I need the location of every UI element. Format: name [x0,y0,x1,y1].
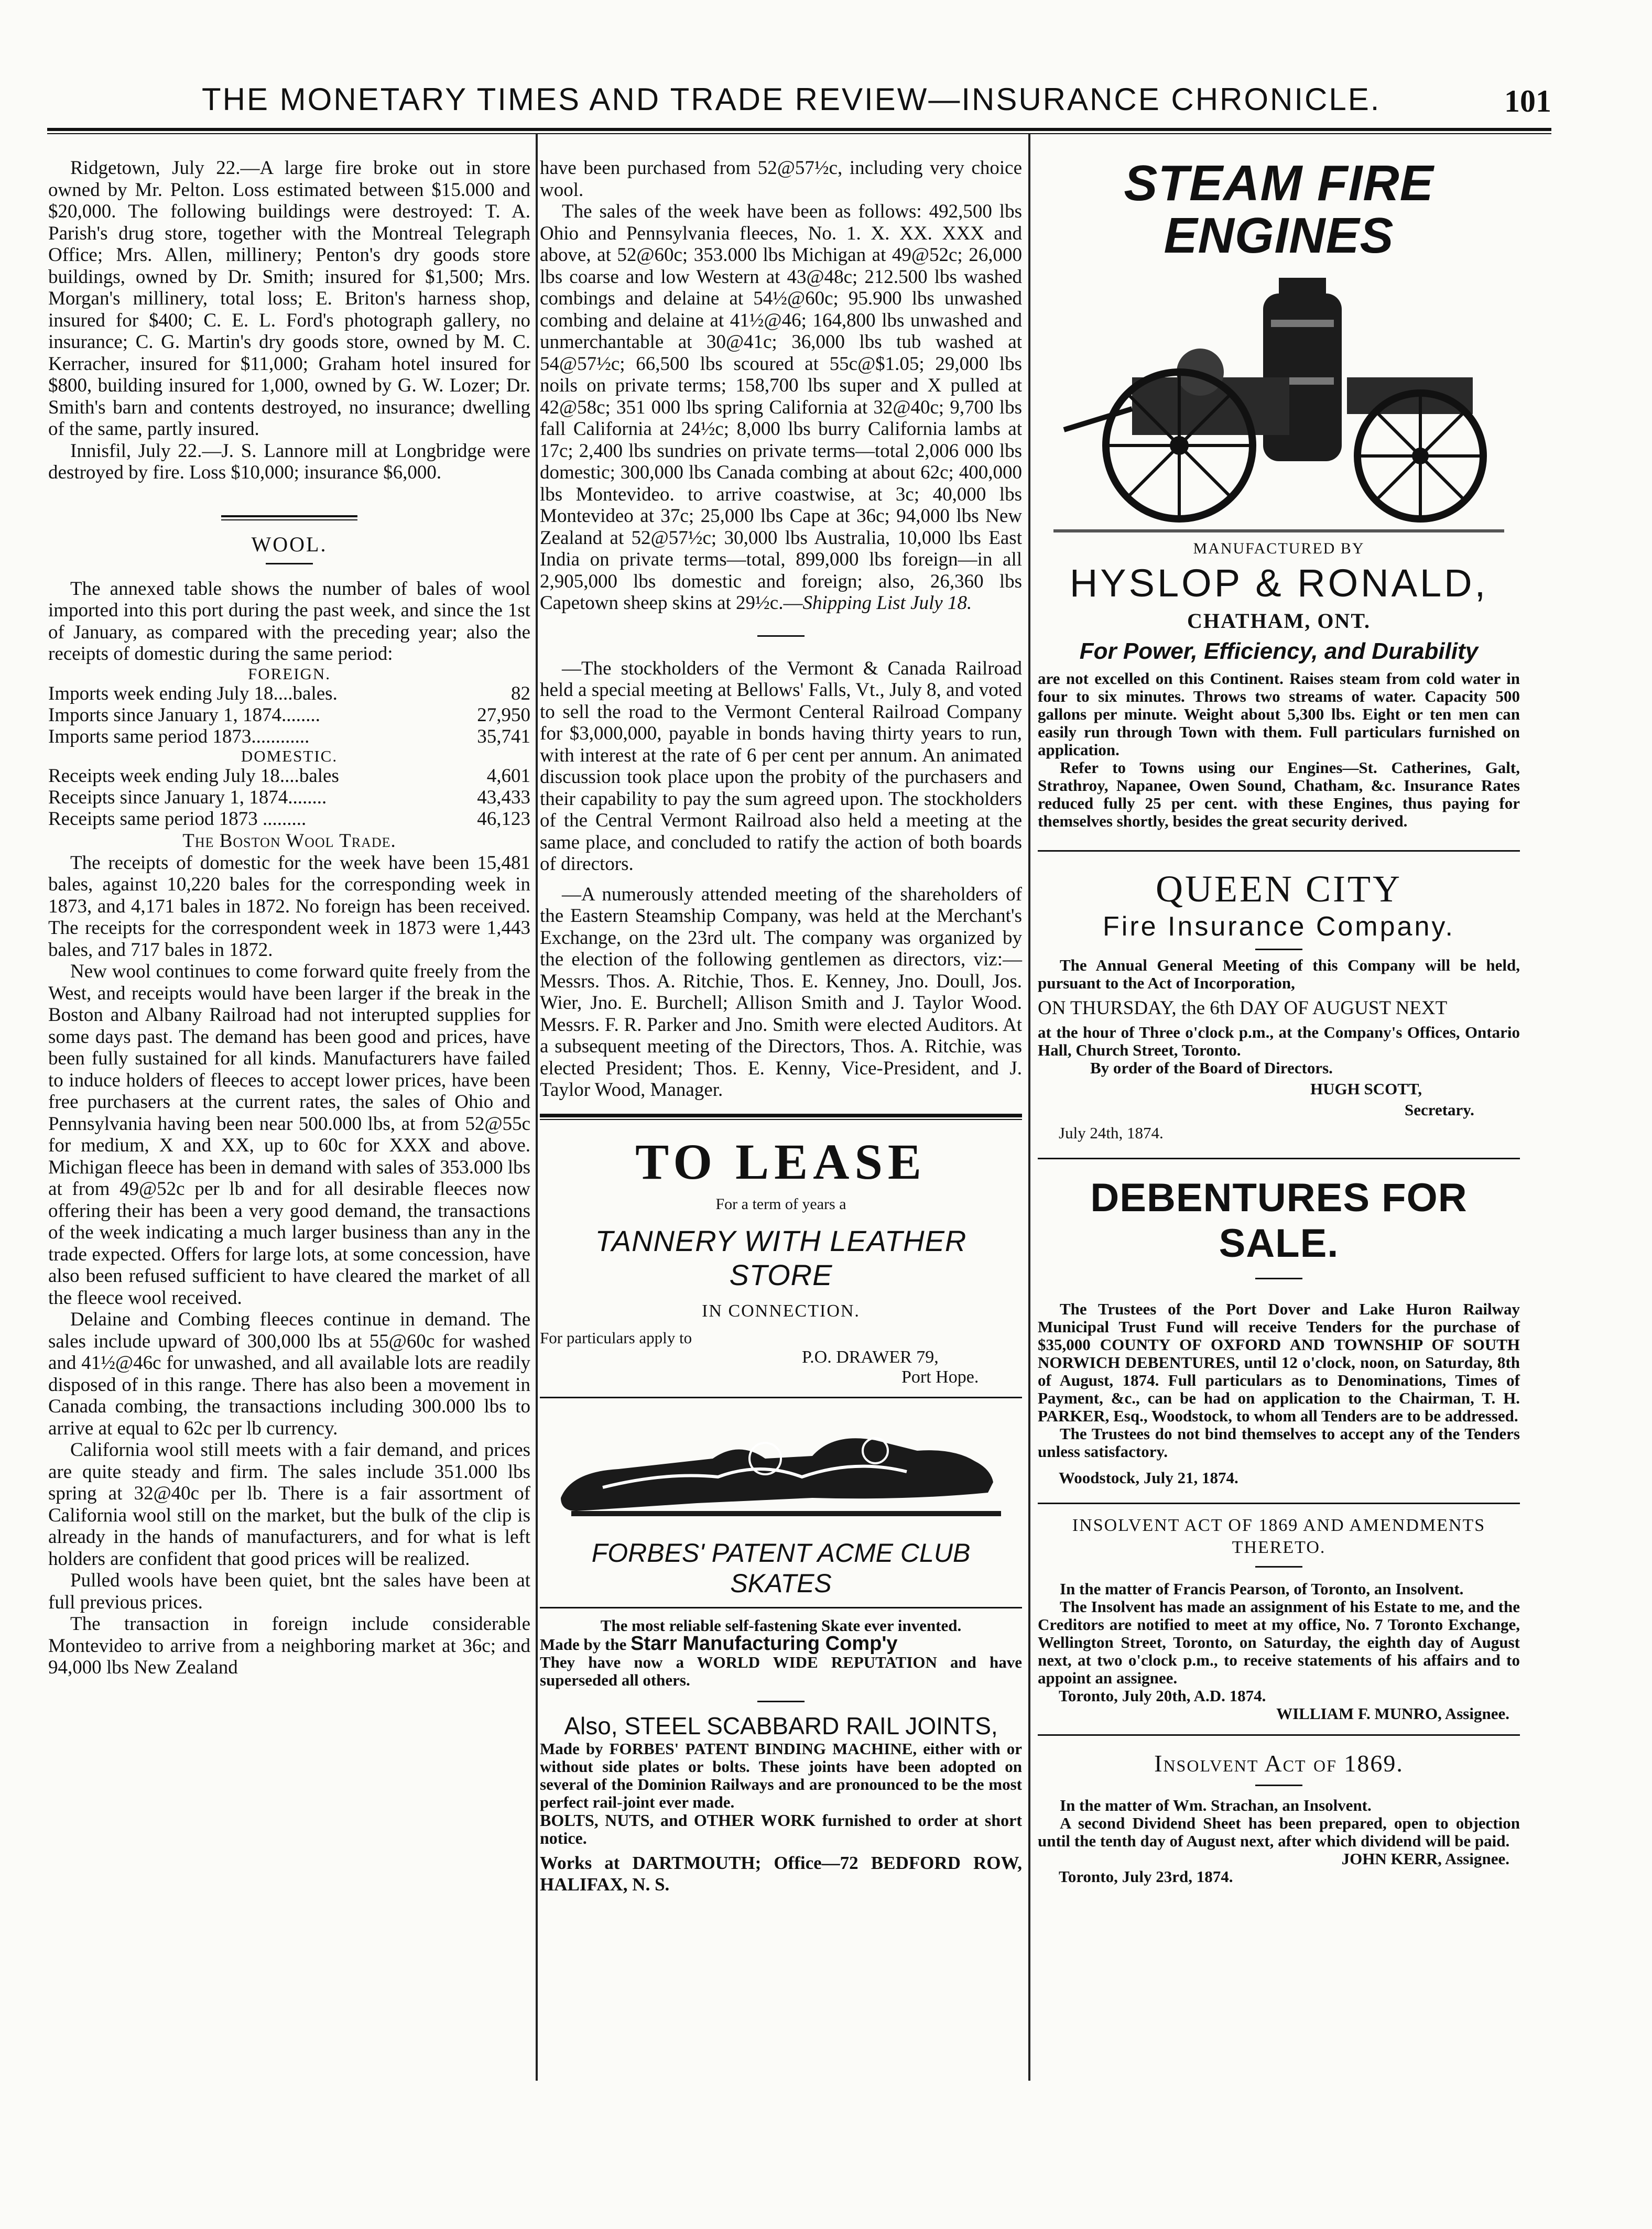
header-rule [47,128,1551,131]
vermont-railroad-article: —The stockholders of the Vermont & Canada Railroad held a special meeting at Bellows' Falls, Vt., July 8, and voted to sell the road to the Vermont Centeral Railroad Company for $3,000,000, payable in bonds having thirty years to run, with interest at the rate of 6 per cent per annum. An animated discussion took place upon the probity of the purchasers and their capability to pay the sum agreed upon. The stockholders of the Central Vermont Railroad also held a meeting at the same place, and concluded to ratify the action of both boards of directors. [540,657,1022,875]
insolvent-2-title: Insolvent Act of 1869. [1154,1749,1404,1777]
skate-rule [540,1397,1022,1398]
skates-desc: The most reliable self-fastening Skate ever invented. [600,1616,962,1635]
table-row [48,704,530,726]
insolvent-1-para-2: The Insolvent has made an assignment of his Estate to me, and the Creditors are notified to meet at my office, No. 7 Toronto Exchange, Wellington Street, Toronto, on Saturday, the eighth day of August next, at two o'clock p.m., to receive statements of his affairs and to appoint an assignee. [1038,1597,1520,1687]
queen-city-title: QUEEN CITY [1156,868,1402,910]
wool-intro: The annexed table shows the number of bales of wool imported into this port during the past week, and since the 1st of January, as compared with the preceding year; also the receipts of domestic during the same period: [48,578,530,665]
insolvent-2-rule [1255,1785,1302,1786]
ad-rule-insolvent-2 [1038,1734,1520,1736]
rail-title: Also, STEEL SCABBARD RAIL JOINTS, [564,1712,998,1739]
page-number: 101 [1504,84,1551,118]
skates-title: FORBES' PATENT ACME CLUB SKATES [591,1538,971,1598]
hyslop-ronald: HYSLOP & RONALD, [1069,561,1488,605]
skate-illustration [540,1409,1022,1535]
table-row [48,726,530,747]
engine-refs: Refer to Towns using our Engines—St. Catherines, Galt, Strathroy, Napanee, Owen Sound, Chatham, &c. Insurance Rates reduced fully 25 per cent. with these Engines, thus paying for themselves shortly, besides the great security derived. [1038,758,1520,830]
page-header [47,81,1551,123]
queen-city-sub: Fire Insurance Company. [1103,911,1455,942]
boston-para-2: New wool continues to come forward quite freely from the West, and receipts would have been larger if the break in the Boston and Albany Railroad had not interupted supplies for some days past. The demand has been good and prices, have been fully sustained for all kinds. Manufacturers have failed to induce holders of fleeces to accept lower prices, have been free purchasers at the current rates, the sales of Ohio and Pennsylvania having been near 500.000 lbs, at from 52@55c for medium, X and XX, up to 60c for XXX and above. Michigan fleece has been in demand with sales of 353.000 lbs at from 49@52c per lb and for all desirable fleeces now offering their has been a very good demand, the transactions of the week indicating a much larger business than any in the trade expected. Offers for large lots, at some concession, have also been refused sufficient to have cleared the market of all the fleece wool received. [48,961,530,1309]
insolvent-1-signer: WILLIAM F. MUNRO, Assignee. [1276,1704,1509,1723]
foreign-table [48,683,530,747]
queen-order: By order of the Board of Directors. [1090,1058,1333,1077]
ad-rule-insolvent-1 [1038,1503,1520,1504]
rail-rule [757,1701,805,1702]
engine-desc: are not excelled on this Continent. Raises steam from cold water in four to six minutes. Throws two streams of water. Capacity 500 gallons per minute. Weight about 5,300 lbs. Eight or ten men can easily run through Town with them. Full particulars furnished on application. [1038,669,1520,759]
queen-para-3: at the hour of Three o'clock p.m., at the Company's Offices, Ontario Hall, Church Street, Toronto. [1038,1023,1520,1059]
fire-report-innisfil: Innisfil, July 22.—J. S. Lannore mill at Longbridge were destroyed by fire. Loss $10,000; insurance $6,000. [48,440,530,483]
column-3 [1038,157,1520,1886]
queen-para-1: The Annual General Meeting of this Company will be held, pursuant to the Act of Incorporation, [1038,956,1520,992]
column-rule-2 [1028,134,1030,2081]
row-label: Imports since January 1, 1874........ [48,704,320,726]
domestic-table [48,765,530,830]
boston-para-5: Pulled wools have been quiet, bnt the sales have been at full previous prices. [48,1570,530,1613]
queen-date-line: ON THURSDAY, the 6th DAY OF AUGUST NEXT [1038,997,1448,1019]
row-label: Receipts same period 1873 ......... [48,808,307,830]
section-rule [221,515,357,520]
fire-report-ridgetown: Ridgetown, July 22.—A large fire broke out in store owned by Mr. Pelton. Loss estimated between $15.000 and $20,000. The following buildings were destroyed: T. A. Parish's drug store, together with the Montreal Telegraph Office; Mrs. Allen, millinery; Penton's dry goods store buildings, owned by Dr. Smith; insured for $1,500; Mrs. Morgan's millinery, total loss; E. Briton's harness shop, insured for $400; C. E. L. Ford's photograph gallery, no insurance; C. G. Martin's dry goods store, owned by M. C. Kerracher, insured for $11,000; Graham hotel insured for $800, building insured for 1,000, owned by G. W. Lozer; Dr. Smith's barn and contents destroyed, no insurance; dwelling of the same, partly insured. [48,157,530,440]
manufactured-by: MANUFACTURED BY [1193,540,1365,557]
steam-title: STEAM FIRE ENGINES [1124,155,1434,264]
queen-role: Secretary. [1405,1100,1474,1119]
debentures-title: DEBENTURES FOR SALE. [1090,1175,1468,1266]
queen-dateline: July 24th, 1874. [1059,1123,1164,1142]
row-value: 35,741 [477,725,530,747]
fire-engine-icon [1053,273,1504,535]
table-row [48,787,530,808]
rail-desc: Made by FORBES' PATENT BINDING MACHINE, either with or without side plates or bolts. These joints have been adopted on several of the Dominion Railways and are pronounced to be the most perfect rail-joint ever made. [540,1739,1022,1811]
row-label: Receipts since January 1, 1874........ [48,786,327,808]
queen-signer: HUGH SCOTT, [1310,1079,1422,1098]
engine-tagline: For Power, Efficiency, and Durability [1079,638,1479,664]
column-rule-1 [536,134,538,2081]
lease-connection: IN CONNECTION. [702,1301,860,1321]
row-value: 27,950 [477,704,530,726]
debentures-rule [1255,1278,1302,1279]
wool-heading: WOOL. [251,532,328,556]
row-value: 46,123 [477,808,530,830]
row-label: Receipts week ending July 18....bales [48,765,339,787]
boston-para-3: Delaine and Combing fleeces continue in demand. The sales include upward of 300,000 lbs at 55@60c for washed and 41½@46c for unwashed, and all available lots are readily disposed of in this range. There has also been a movement in Canada combing, the transactions including 300.000 lbs to arrive at equal to 62c per lb currency. [48,1309,530,1439]
works-address: Works at DARTMOUTH; Office—72 BEDFORD ROW, HALIFAX, N. S. [540,1852,1022,1895]
insolvent-2-date: Toronto, July 23rd, 1874. [1059,1867,1233,1886]
domestic-label: DOMESTIC. [241,746,338,765]
debentures-para-1: The Trustees of the Port Dover and Lake Huron Railway Municipal Trust Fund will receive Tenders for the purchase of $35,000 COUNTY OF OXFORD AND TOWNSHIP OF SOUTH NORWICH DEBENTURES, until 12 o'clock, noon, on Saturday, 8th of August, 1874. Full particulars as to Denominations, Times of Payment, &c., can be had on application to the Chairman, T. H. PARKER, Esq., Woodstock, to whom all Tenders are to be addressed. [1038,1299,1520,1425]
table-row [48,683,530,704]
boston-heading: The Boston Wool Trade. [182,830,396,852]
column-1 [48,157,530,1679]
weekly-sales [540,201,1022,614]
row-label: Imports week ending July 18....bales. [48,682,338,704]
lease-title: TO LEASE [635,1133,927,1190]
lease-place: Port Hope. [901,1367,979,1387]
boston-para-6: The transaction in foreign include considerable Montevideo to arrive from a neighboring market at 36c; and 94,000 lbs New Zealand [48,1613,530,1678]
lease-tannery: TANNERY WITH LEATHER STORE [595,1224,967,1291]
fire-engine-illustration [1038,273,1520,535]
debentures-para-2: The Trustees do not bind themselves to accept any of the Tenders unless satisfactory. [1038,1424,1520,1461]
skates-maker-company: Starr Manufacturing Comp'y [631,1632,898,1655]
ad-rule [540,1114,1022,1120]
debentures-date: Woodstock, July 21, 1874. [1059,1468,1238,1487]
row-value: 43,433 [477,786,530,808]
lease-subtitle: For a term of years a [715,1195,846,1213]
skates-rule [540,1607,1022,1608]
boston-para-1: The receipts of domestic for the week have been 15,481 bales, against 10,220 bales for the corresponding week in 1873, and 4,171 bales in 1872. No foreign has been received. The receipts for the correspondent week in 1873 were 1,443 bales, and 717 bales in 1872. [48,852,530,961]
insolvent-1-title: INSOLVENT ACT OF 1869 AND AMENDMENTS THERETO. [1072,1515,1486,1557]
insolvent-1-date: Toronto, July 20th, A.D. 1874. [1059,1686,1266,1705]
column-2 [540,157,1022,1896]
insolvent-1-para-1: In the matter of Francis Pearson, of Toronto, an Insolvent. [1060,1579,1464,1598]
foreign-label: FOREIGN. [247,664,331,683]
table-row [48,808,530,830]
article-rule [757,635,805,637]
skates-reputation: They have now a WORLD WIDE REPUTATION and have superseded all others. [540,1652,1022,1689]
lease-particulars: For particulars apply to [540,1328,692,1347]
steamship-article: —A numerously attended meeting of the shareholders of the Eastern Steamship Company, was held at the Merchant's Exchange, on the 23rd ult. The company was organized by the election of the following gentlemen as directors, viz:—Messrs. Thos. A. Ritchie, Thos. E. Kenney, Jno. Doull, Jos. Wier, Jno. E. Burchell; Allison Smith and J. Taylor Wood. Messrs. F. R. Parker and Jno. Smith were elected Auditors. At a subsequent meeting of the Directors, Thos. A. Ritchie, was elected President; Thos. E. Kenny, Vice-President, and J. Taylor Wood, Manager. [540,883,1022,1101]
bolts-notice: BOLTS, NUTS, and OTHER WORK furnished to order at short notice. [540,1810,1022,1847]
insolvent-2-para-2: A second Dividend Sheet has been prepared, open to objection until the tenth day of August next, after which dividend will be paid. [1038,1813,1520,1850]
queen-rule [1255,949,1302,950]
ad-rule-debentures [1038,1158,1520,1159]
weekly-sales-text: The sales of the week have been as follows: 492,500 lbs Ohio and Pennsylvania fleeces, No. 1. X. XX. XXX and above, at 52@60c; 353.000 lbs Michigan at 49@52c; 26,000 lbs coarse and low Western at 43@48c; 212.500 lbs washed combings and delaine at 54½@60c; 95.900 lbs unwashed combing and delaine at 41½@46; 164,800 lbs unwashed and unmerchantable at 30@41c; 36,000 lbs tub washed at 54@57½c; 66,500 lbs scoured at 55c@$1.05; 29,000 lbs noils on private terms; 158,700 lbs super and X pulled at 42@58c; 351 000 lbs spring California at 32@40c; 9,700 lbs fall California at 24½c; 8,000 lbs burry California lambs at 17c; 2,400 lbs sundries on private terms—total 2,006 000 lbs domestic; 300,000 lbs Canada combing at about 62c; 400,000 lbs Montevideo. to arrive coastwise, at 3c; 40,000 lbs Montevideo at 37c; 25,000 lbs Cape at 36c; 94,000 lbs New Zealand at 52@57½c; 30,000 lbs Australia, 10,000 lbs East India on private terms—total, 899,000 lbs foreign—in all 2,905,000 lbs domestic and foreign; also, 26,360 lbs Capetown sheep skins at 29½c.— [540,201,1022,614]
running-title: THE MONETARY TIMES AND TRADE REVIEW—INSURANCE CHRONICLE. [202,82,1381,117]
weekly-sales-source: Shipping List July 18. [802,592,972,614]
insolvent-2-signer: JOHN KERR, Assignee. [1341,1849,1509,1868]
table-row [48,765,530,787]
skate-icon [540,1409,1022,1535]
header-rule-thin [47,133,1551,134]
insolvent-1-rule [1255,1566,1302,1568]
ad-rule-queen [1038,850,1520,852]
skates-maker [540,1632,1022,1655]
row-value: 82 [511,682,530,704]
row-label: Imports same period 1873............ [48,725,310,747]
wool-continued: have been purchased from 52@57½c, including very choice wool. [540,157,1022,201]
lease-drawer: P.O. DRAWER 79, [802,1347,939,1367]
chatham: CHATHAM, ONT. [1187,609,1371,633]
boston-para-4: California wool still meets with a fair demand, and prices are quite steady and firm. The sales include 351.000 lbs spring at 32@40c per lb. There is a fair assortment of California wool still on the market, but the bulk of the clip is already in the hands of manufacturers, and for what is left holders are confident that good prices will be realized. [48,1439,530,1570]
skates-maker-prefix: Made by the [540,1635,631,1654]
insolvent-2-para-1: In the matter of Wm. Strachan, an Insolvent. [1060,1796,1372,1814]
wool-heading-rule [266,563,313,564]
row-value: 4,601 [486,765,530,787]
